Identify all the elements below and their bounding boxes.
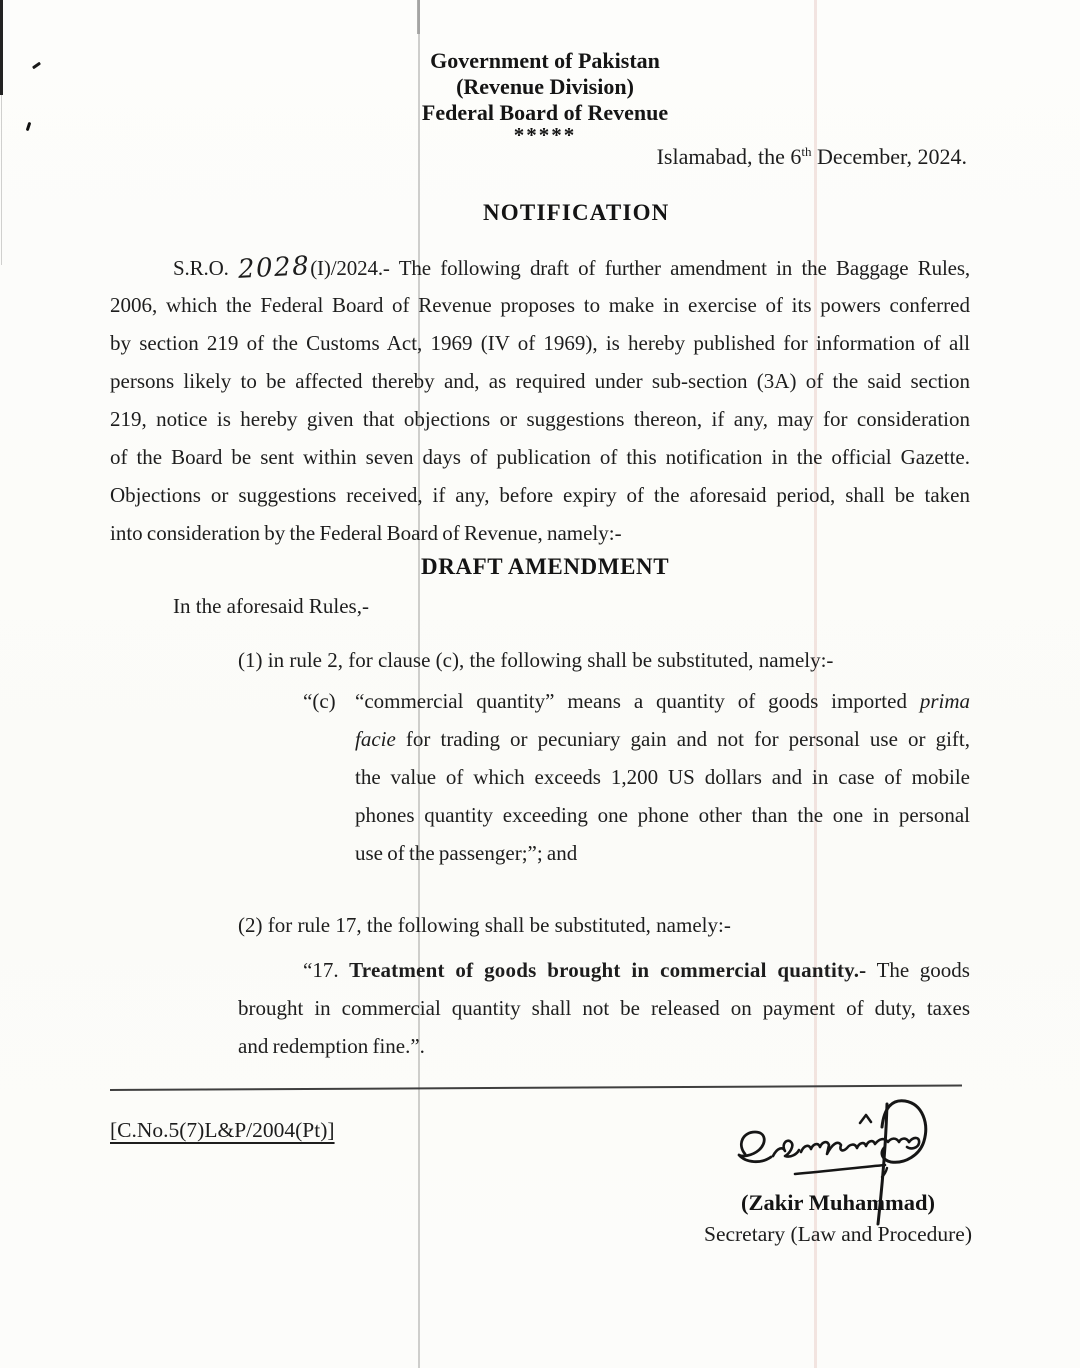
letterhead-line-division: (Revenue Division) xyxy=(456,74,634,99)
rule-17-line0-rest: The goods xyxy=(866,958,970,982)
sro-paragraph-line: of the Board be sent within seven days of publication of this notification in the official Gazette. xyxy=(110,445,970,469)
sro-paragraph-line xyxy=(110,248,970,286)
notification-heading: NOTIFICATION xyxy=(483,200,670,225)
signatory-name: (Zakir Muhammad) xyxy=(741,1190,935,1215)
rule-17-line: and redemption fine.”. xyxy=(238,1034,425,1058)
clause-c-line1-text: for trading or pecuniary gain and not for personal use or gift, xyxy=(395,727,970,751)
rule-17-bold-title: Treatment of goods brought in commercial quantity.- xyxy=(349,958,867,982)
rule-17-open: “17. xyxy=(303,958,350,982)
rule-17-line xyxy=(238,951,970,989)
dateline-prefix: Islamabad, the 6 xyxy=(656,144,802,169)
clause-c-block xyxy=(303,682,970,872)
dateline-rest: December, 2024. xyxy=(811,144,967,169)
clause-c-label: “(c) xyxy=(303,689,336,713)
sro-number-handwritten: 2028 xyxy=(237,251,312,285)
clause-c-line0-text: “commercial quantity” means a quantity of goods imported xyxy=(355,689,920,713)
sro-paragraph-line: Objections or suggestions received, if any, before expiry of the aforesaid period, shall be taken xyxy=(110,483,970,507)
scan-edge-artifact-faint xyxy=(1,95,2,265)
scan-speckle xyxy=(26,122,32,131)
scan-edge-artifact xyxy=(0,0,3,95)
signatory-title: Secretary (Law and Procedure) xyxy=(703,1222,972,1246)
clause-c-line: phones quantity exceeding one phone other than the one in personal xyxy=(355,803,970,827)
sro-paragraph xyxy=(110,248,970,552)
clause-c-line: use of the passenger;”; and xyxy=(355,841,578,865)
letterhead xyxy=(385,48,705,147)
scan-speckle xyxy=(32,62,41,70)
clause-c-line: the value of which exceeds 1,200 US dollars and in case of mobile xyxy=(355,765,970,789)
clause-c-line xyxy=(303,682,970,720)
sro-paragraph-line: 219, notice is hereby given that objections or suggestions thereon, if any, may for consideration xyxy=(110,407,970,431)
letterhead-stars: ***** xyxy=(513,123,577,147)
letterhead-line-government: Government of Pakistan xyxy=(430,48,660,73)
clause-c-line0-italic: prima xyxy=(919,689,970,713)
intro-line: In the aforesaid Rules,- xyxy=(173,594,369,618)
sro-line0-rest: (I)/2024.- The following draft of further amendment in the Baggage Rules, xyxy=(310,256,970,280)
rule-17-line: brought in commercial quantity shall not be released on payment of duty, taxes xyxy=(238,996,970,1020)
sro-paragraph-line: persons likely to be affected thereby and, as required under sub-section (3A) of the said section xyxy=(110,369,970,393)
clause-2-line: (2) for rule 17, the following shall be substituted, namely:- xyxy=(238,913,731,937)
sro-paragraph-line: into consideration by the Federal Board of Revenue, namely:- xyxy=(110,521,622,545)
file-number: [C.No.5(7)L&P/2004(Pt)] xyxy=(110,1118,335,1142)
clause-c-line xyxy=(303,720,970,758)
sro-paragraph-line: by section 219 of the Customs Act, 1969 (IV of 1969), is hereby published for information of all xyxy=(110,331,970,355)
page-fold-line-top xyxy=(417,0,420,34)
sro-lead: S.R.O. xyxy=(173,256,239,280)
letterhead-line-board: Federal Board of Revenue xyxy=(421,100,669,125)
draft-amendment-heading: DRAFT AMENDMENT xyxy=(421,554,670,579)
dateline-ordinal: th xyxy=(801,144,812,159)
footer-divider-line xyxy=(110,1085,962,1091)
rule-17-block xyxy=(238,951,970,1065)
clause-c-line1-italic: facie xyxy=(355,727,396,751)
clause-1-line: (1) in rule 2, for clause (c), the following shall be substituted, namely:- xyxy=(238,648,834,672)
dateline xyxy=(110,144,967,170)
sro-paragraph-line: 2006, which the Federal Board of Revenue proposes to make in exercise of its powers conferred xyxy=(110,293,970,317)
